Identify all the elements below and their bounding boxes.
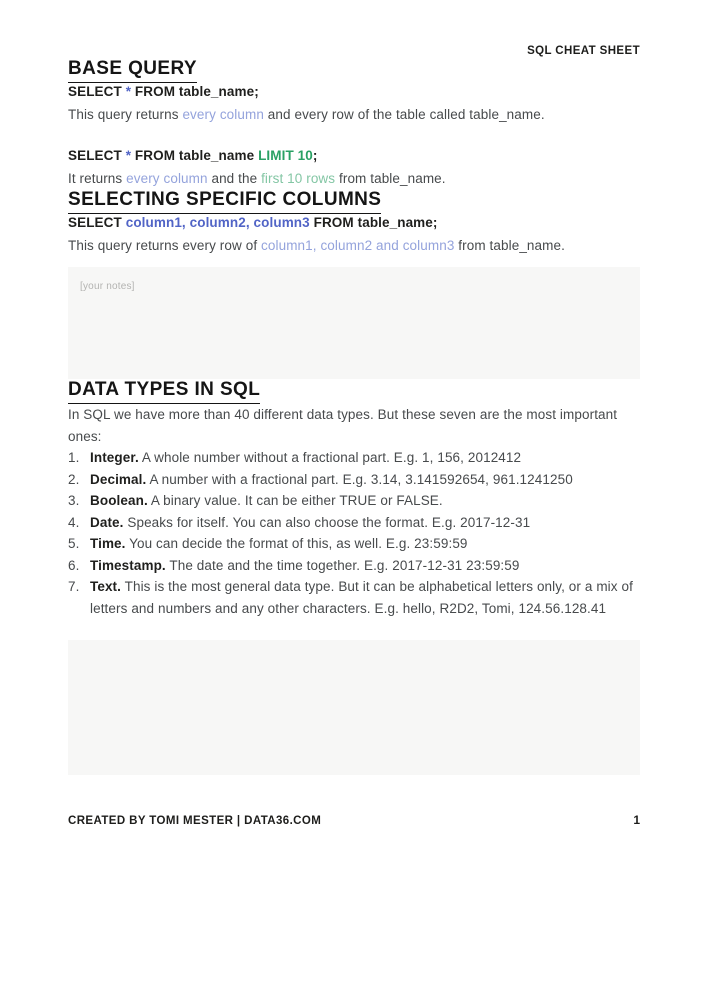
list-desc: This is the most general data type. But it can be alphabetical letters only, or a mix of letters and numbers and any other characters. E.g. hello, R2D2, Tomi, 124.56.128.41 xyxy=(90,579,633,616)
code-keyword: FROM table_name xyxy=(131,148,259,163)
heading-data-types-text: DATA TYPES IN SQL xyxy=(68,379,260,404)
list-number: 4. xyxy=(68,514,80,530)
list-item xyxy=(68,447,640,469)
section-base-query xyxy=(68,58,640,189)
code-semicolon: ; xyxy=(312,148,318,163)
list-term: Timestamp. xyxy=(90,557,166,573)
highlight-every-column: every column xyxy=(126,171,208,186)
code-keyword: FROM table_name; xyxy=(131,84,259,99)
section-data-types xyxy=(68,379,640,775)
list-desc: Speaks for itself. You can also choose the format. E.g. 2017-12-31 xyxy=(123,514,531,530)
list-text xyxy=(90,576,640,619)
doc-title: SQL CHEAT SHEET xyxy=(527,45,640,57)
sql-statement-select-columns xyxy=(68,214,640,231)
list-text xyxy=(90,469,640,491)
doc-header xyxy=(68,43,640,58)
page-number: 1 xyxy=(633,813,640,827)
doc-footer xyxy=(68,813,640,829)
list-number: 7. xyxy=(68,579,80,594)
highlight-every-column: every column xyxy=(182,107,264,122)
list-term: Decimal. xyxy=(90,471,147,487)
code-keyword: SELECT xyxy=(68,148,126,163)
list-desc: You can decide the format of this, as well. E.g. 23:59:59 xyxy=(125,536,468,551)
list-desc: A whole number without a fractional part. E.g. 1, 156, 2012412 xyxy=(138,450,522,465)
list-item xyxy=(68,490,640,512)
code-keyword: SELECT xyxy=(68,84,126,99)
code-star: * xyxy=(125,84,132,99)
sql-statement-select-all xyxy=(68,83,640,100)
list-text xyxy=(90,490,640,512)
list-number: 5. xyxy=(68,536,80,551)
heading-base-query xyxy=(68,58,640,83)
list-item xyxy=(68,469,640,491)
code-limit-clause: LIMIT 10 xyxy=(258,148,313,163)
heading-data-types xyxy=(68,379,640,404)
list-desc: A number with a fractional part. E.g. 3.14, 3.141592654, 961.1241250 xyxy=(146,471,573,487)
list-item xyxy=(68,576,640,619)
list-text xyxy=(90,555,640,577)
description-text: from table_name. xyxy=(454,238,565,253)
description-text: and the xyxy=(207,171,262,186)
heading-selecting-columns-text: SELECTING SPECIFIC COLUMNS xyxy=(68,189,381,214)
highlight-column-list: column1, column2 and column3 xyxy=(261,238,455,253)
list-number: 2. xyxy=(68,471,80,487)
heading-base-query-text: BASE QUERY xyxy=(68,58,197,83)
data-types-intro: In SQL we have more than 40 different data types. But these seven are the most important ones: xyxy=(68,407,618,444)
sql-statement-limit xyxy=(68,147,640,164)
statement-description xyxy=(68,168,640,189)
notes-box xyxy=(68,267,640,379)
statement-description xyxy=(68,104,640,125)
list-term: Boolean. xyxy=(90,493,148,508)
code-column-list: column1, column2, column3 xyxy=(125,215,310,230)
list-desc: A binary value. It can be either TRUE or FALSE. xyxy=(147,493,443,508)
data-types-list xyxy=(68,447,640,619)
statement-description xyxy=(68,235,640,256)
list-desc: The date and the time together. E.g. 2017-12-31 23:59:59 xyxy=(165,557,520,573)
list-term: Date. xyxy=(90,514,124,530)
code-keyword: FROM table_name; xyxy=(309,215,438,230)
description-text: This query returns every row of xyxy=(68,238,262,253)
notes-placeholder: [your notes] xyxy=(80,281,135,292)
heading-selecting-columns xyxy=(68,189,640,214)
list-number: 1. xyxy=(68,450,80,465)
list-text xyxy=(90,533,640,555)
description-text: from table_name. xyxy=(335,171,446,186)
code-star: * xyxy=(125,148,132,163)
list-text xyxy=(90,447,640,469)
list-term: Integer. xyxy=(90,450,139,465)
description-text: It returns xyxy=(68,171,127,186)
description-text: This query returns xyxy=(68,107,183,122)
description-text: and every row of the table called table_name. xyxy=(263,107,545,122)
list-item xyxy=(68,533,640,555)
list-number: 3. xyxy=(68,493,80,508)
code-keyword: SELECT xyxy=(68,215,126,230)
list-item xyxy=(68,512,640,534)
list-number: 6. xyxy=(68,557,80,573)
notes-box-empty xyxy=(68,640,640,775)
list-term: Text. xyxy=(90,579,122,594)
section-selecting-columns xyxy=(68,189,640,379)
footer-credit: CREATED BY TOMI MESTER | DATA36.COM xyxy=(68,815,322,827)
list-text xyxy=(90,512,640,534)
list-term: Time. xyxy=(90,536,126,551)
list-item xyxy=(68,555,640,577)
highlight-first-10-rows: first 10 rows xyxy=(261,171,336,186)
